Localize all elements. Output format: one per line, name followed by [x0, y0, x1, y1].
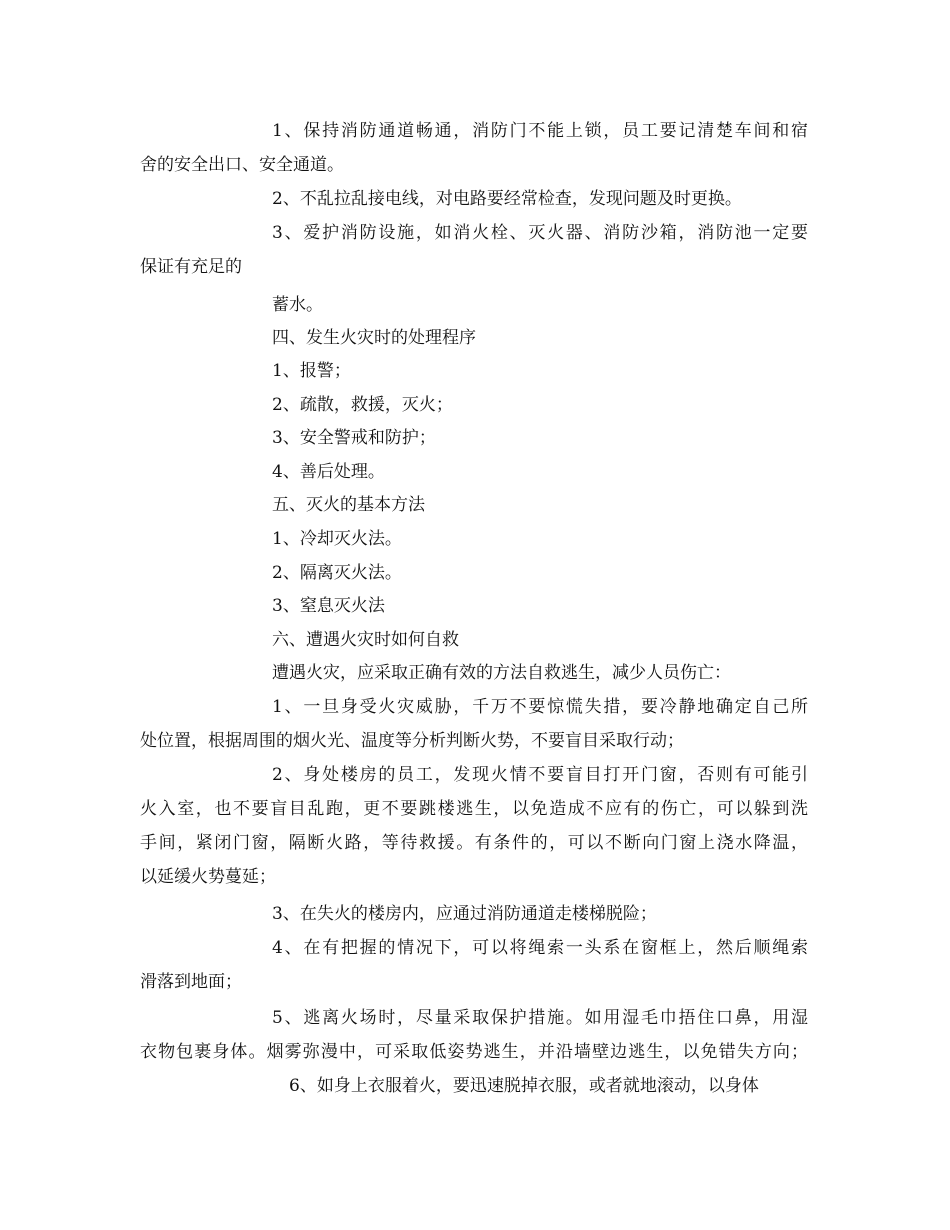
- text-line: 3、爱护消防设施，如消火栓、灭火器、消防沙箱，消防池一定要: [272, 223, 808, 243]
- text-line: 处位置，根据周围的烟火光、温度等分析判断火势，不要盲目采取行动；: [140, 731, 684, 751]
- text-line: 滑落到地面；: [140, 972, 242, 992]
- text-line: 蓄水。: [272, 295, 323, 315]
- text-line: 2、不乱拉乱接电线，对电路要经常检查，发现问题及时更换。: [272, 189, 742, 209]
- text-line: 3、在失火的楼房内，应通过消防通道走楼梯脱险；: [272, 904, 657, 924]
- text-line: 衣物包裹身体。烟雾弥漫中，可采取低姿势逃生，并沿墙壁边逃生，以免错失方向；: [140, 1042, 808, 1062]
- list-item: 1、冷却灭火法。: [272, 529, 402, 549]
- text-line: 6、如身上衣服着火，要迅速脱掉衣服，或者就地滚动，以身体: [289, 1076, 759, 1096]
- text-line: 保证有充足的: [140, 257, 242, 277]
- text-line: 以延缓火势蔓延；: [140, 867, 276, 887]
- section-heading: 六、遭遇火灾时如何自救: [272, 630, 459, 650]
- list-item: 3、窒息灭火法: [272, 596, 385, 616]
- list-item: 2、疏散，救援，灭火；: [272, 395, 453, 415]
- text-line: 遭遇火灾，应采取正确有效的方法自救逃生，减少人员伤亡：: [272, 663, 731, 683]
- text-line: 1、保持消防通道畅通，消防门不能上锁，员工要记清楚车间和宿: [272, 121, 808, 141]
- text-line: 5、逃离火场时，尽量采取保护措施。如用湿毛巾捂住口鼻，用湿: [272, 1008, 808, 1028]
- text-line: 火入室，也不要盲目乱跑，更不要跳楼逃生，以免造成不应有的伤亡，可以躲到洗: [140, 799, 808, 819]
- text-line: 2、身处楼房的员工，发现火情不要盲目打开门窗，否则有可能引: [272, 765, 808, 785]
- list-item: 1、报警；: [272, 361, 351, 381]
- list-item: 4、善后处理。: [272, 462, 385, 482]
- text-line: 手间，紧闭门窗，隔断火路，等待救援。有条件的，可以不断向门窗上浇水降温，: [140, 833, 808, 853]
- text-line: 4、在有把握的情况下，可以将绳索一头系在窗框上，然后顺绳索: [272, 938, 808, 958]
- list-item: 3、安全警戒和防护；: [272, 428, 436, 448]
- section-heading: 五、灭火的基本方法: [272, 495, 425, 515]
- text-line: 舍的安全出口、安全通道。: [140, 155, 344, 175]
- text-line: 1、一旦身受火灾威胁，千万不要惊慌失措，要冷静地确定自己所: [272, 697, 808, 717]
- section-heading: 四、发生火灾时的处理程序: [272, 328, 476, 348]
- list-item: 2、隔离灭火法。: [272, 563, 402, 583]
